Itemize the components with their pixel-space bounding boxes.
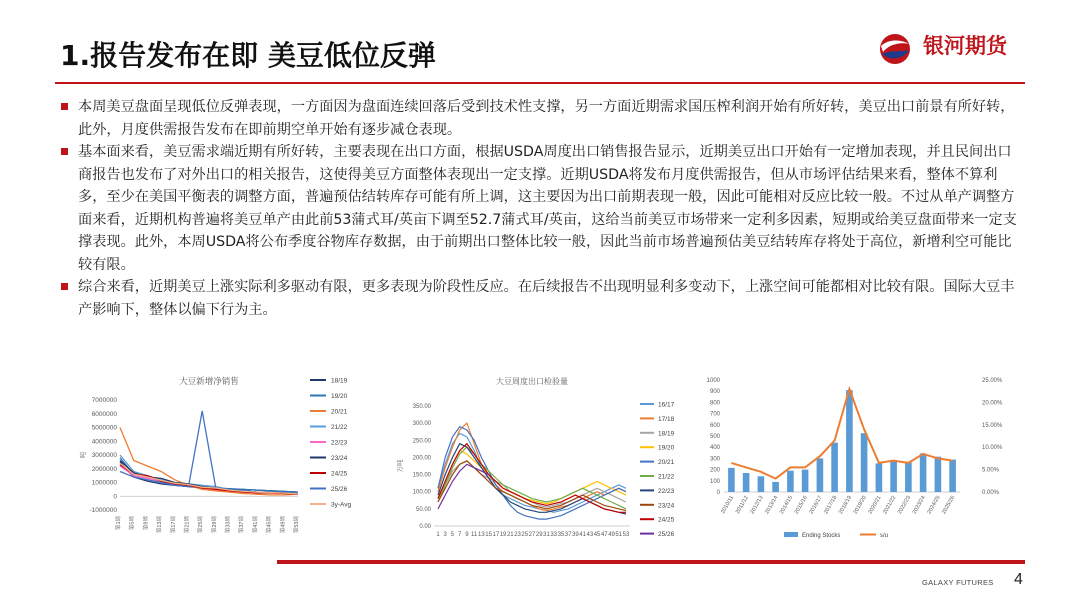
- x-tick-label: 第17周: [170, 516, 177, 534]
- chart-title: 大豆周度出口检验量: [496, 377, 568, 386]
- x-tick-label: 2014/15: [778, 495, 795, 516]
- legend-label: Ending Stocks: [802, 533, 841, 539]
- y2-tick-label: 25.00%: [982, 378, 1003, 384]
- legend-label: 3y-Avg: [331, 501, 352, 509]
- page-number: 4: [1014, 571, 1023, 588]
- x-tick-label: 33: [550, 532, 558, 538]
- x-tick-label: 2011/12: [734, 495, 750, 515]
- legend-label: 21/22: [331, 424, 348, 431]
- bar: [787, 471, 794, 492]
- x-tick-label: 45: [593, 532, 601, 538]
- bar: [949, 460, 956, 493]
- brand-name: 银河期货: [923, 34, 1007, 58]
- y-axis-label: 吨: [80, 451, 87, 459]
- x-tick-label: 23: [514, 532, 521, 538]
- bottom-divider: [277, 560, 1025, 564]
- y-tick-label: 300: [709, 456, 720, 463]
- x-tick-label: 第49周: [280, 516, 287, 534]
- y-tick-label: 500: [709, 434, 720, 440]
- x-tick-label: 第37周: [239, 516, 246, 534]
- x-tick-label: 15: [485, 532, 492, 538]
- y-tick-label: 3000000: [91, 452, 117, 459]
- x-tick-label: 第45周: [266, 516, 273, 534]
- export-inspection-chart: [390, 368, 680, 558]
- x-tick-label: 51: [615, 532, 623, 538]
- y-tick-label: 2000000: [91, 465, 117, 473]
- legend-label: 20/21: [331, 408, 348, 416]
- legend-label: 22/23: [658, 487, 675, 495]
- bullet-item: 综合来看，近期美豆上涨实际利多驱动有限，更多表现为阶段性反应。在后续报告不出现明显利多变动下，上涨空间可能都相对比较有限。国际大豆丰产影响下，整体以偏下行为主。: [60, 276, 1020, 321]
- series-line: [731, 389, 952, 479]
- x-tick-label: 2012/13: [749, 495, 765, 516]
- y2-tick-label: 10.00%: [982, 445, 1003, 452]
- x-tick-label: 2025/26: [941, 495, 957, 516]
- legend-label: 24/25: [331, 470, 348, 478]
- legend-label: s/u: [880, 533, 889, 539]
- x-tick-label: 2022/23: [896, 495, 913, 516]
- bar: [831, 443, 838, 492]
- y-tick-label: 1000: [706, 378, 720, 384]
- y-tick-label: 350.00: [412, 404, 431, 410]
- legend-label: 21/22: [658, 473, 675, 481]
- x-tick-label: 第33周: [225, 516, 232, 534]
- x-tick-label: 2018/19: [837, 495, 854, 516]
- x-tick-label: 第5周: [129, 516, 136, 531]
- y-tick-label: 0: [716, 490, 720, 496]
- y-tick-label: 200: [709, 467, 720, 474]
- bar: [728, 468, 735, 492]
- bullet-item: 本周美豆盘面呈现低位反弹表现，一方面因为盘面连续回落后受到技术性支撑，另一方面近期需求国压榨利润开始有所好转，美豆出口前景有所好转，此外，月度供需报告发布在即前期空单开始有逐步减仓表现。: [60, 96, 1020, 141]
- x-tick-label: 2021/22: [882, 495, 898, 516]
- bar: [802, 470, 809, 492]
- x-tick-label: 31: [543, 532, 550, 538]
- bar: [743, 473, 750, 492]
- x-tick-label: 17: [492, 532, 500, 538]
- x-tick-label: 2020/21: [867, 495, 883, 516]
- series-line: [438, 461, 626, 511]
- x-tick-label: 37: [564, 532, 572, 538]
- net-sales-chart: [78, 368, 368, 558]
- y2-tick-label: 15.00%: [982, 422, 1003, 429]
- x-tick-label: 第29周: [211, 516, 218, 534]
- y-tick-label: 700: [709, 411, 720, 418]
- legend-label: 24/25: [658, 516, 675, 524]
- y-tick-label: 250.00: [412, 438, 431, 445]
- charts-row: [60, 368, 1020, 558]
- y2-tick-label: 0.00%: [982, 490, 1000, 496]
- legend-label: 17/18: [658, 415, 675, 423]
- x-tick-label: 47: [600, 532, 608, 538]
- bullet-list: [60, 96, 1020, 321]
- x-tick-label: 2019/20: [852, 495, 868, 516]
- legend-label: 25/26: [331, 486, 348, 493]
- y-tick-label: 200.00: [412, 455, 431, 462]
- page-title: 1.报告发布在即 美豆低位反弹: [60, 39, 436, 72]
- y-tick-label: 0: [113, 493, 117, 501]
- x-tick-label: 3: [443, 532, 447, 538]
- bar: [817, 458, 824, 492]
- bar: [846, 390, 853, 492]
- series-line: [120, 428, 298, 495]
- logo-mark-icon: [880, 34, 910, 64]
- x-tick-label: 49: [608, 532, 615, 538]
- x-tick-label: 第21周: [184, 516, 191, 534]
- x-tick-label: 2010/11: [720, 495, 736, 515]
- x-tick-label: 第9周: [143, 516, 150, 531]
- bullet-item: 基本面来看，美豆需求端近期有所好转，主要表现在出口方面，根据USDA周度出口销售报告显示，近期美豆出口开始有一定增加表现，并且民间出口商报告也发布了对外出口的相关报告，这使得美豆方面整体表现出一定支撑。近期USDA将发布月度供需报告，但从市场评估结果来看，整体不算利多，至少在美国平衡表的调整方面，普遍预估结转库存可能有所上调，这主要因为出口前期表现一般，因此可能相对反应比较一般。不过从单产调整方面来看，近期机构普遍将美豆单产由此前53蒲式耳/英亩下调至52.7蒲式耳/英亩，这给当前美豆市场带来一定利多因素，短期或给美豆盘面带来一定支撑表现。此外，本周USDA将公布季度谷物库存数据，由于前期出口整体比较一般，因此当前市场普遍预估美豆结转库存将处于高位，新增利空可能比较有限。: [60, 141, 1020, 276]
- y-tick-label: 800: [709, 400, 720, 407]
- x-tick-label: 2017/18: [823, 495, 839, 516]
- bar: [772, 482, 779, 492]
- x-tick-label: 13: [478, 532, 485, 538]
- x-tick-label: 7: [458, 532, 462, 538]
- x-tick-label: 第41周: [252, 516, 259, 534]
- x-tick-label: 2013/14: [764, 495, 780, 516]
- x-tick-label: 2015/16: [793, 495, 809, 516]
- y-tick-label: -1000000: [89, 507, 117, 514]
- x-tick-label: 第13周: [157, 516, 164, 534]
- bar: [890, 461, 897, 492]
- legend-label: 23/24: [331, 455, 348, 462]
- legend-label: 16/17: [658, 401, 675, 409]
- legend-label: 19/20: [331, 393, 348, 400]
- y-tick-label: 400: [709, 445, 720, 452]
- bar: [935, 457, 942, 492]
- x-tick-label: 2023/24: [911, 495, 927, 516]
- y-tick-label: 4000000: [91, 438, 117, 446]
- legend-label: 18/19: [331, 377, 348, 385]
- series-line: [438, 447, 626, 509]
- x-tick-label: 第1周: [116, 516, 122, 531]
- x-tick-label: 29: [535, 532, 543, 538]
- x-tick-label: 5: [450, 532, 455, 538]
- y-tick-label: 1000000: [91, 479, 117, 487]
- x-tick-label: 39: [572, 532, 579, 538]
- x-tick-label: 2016/17: [808, 495, 824, 516]
- x-tick-label: 41: [579, 532, 586, 538]
- y-tick-label: 100.00: [412, 489, 431, 496]
- bar: [905, 462, 912, 492]
- x-tick-label: 1: [436, 532, 440, 538]
- legend-label: 25/26: [658, 531, 675, 539]
- y-tick-label: 50.00: [415, 506, 431, 513]
- bar: [861, 433, 868, 492]
- bar: [758, 476, 765, 492]
- x-tick-label: 9: [465, 532, 469, 538]
- x-tick-label: 11: [471, 532, 478, 538]
- x-tick-label: 21: [506, 532, 514, 538]
- legend-label: 22/23: [331, 439, 348, 447]
- x-tick-label: 35: [557, 532, 565, 538]
- x-tick-label: 53: [622, 532, 630, 538]
- ending-stocks-chart: [690, 368, 1010, 558]
- x-tick-label: 27: [528, 532, 536, 538]
- y-tick-label: 900: [709, 389, 720, 396]
- y-tick-label: 5000000: [91, 424, 117, 432]
- x-tick-label: 2024/25: [926, 495, 942, 516]
- legend-label: 19/20: [658, 444, 675, 452]
- y2-tick-label: 5.00%: [982, 467, 1000, 474]
- x-tick-label: 第25周: [198, 516, 205, 534]
- legend-swatch: [784, 532, 798, 537]
- y2-tick-label: 20.00%: [982, 400, 1003, 407]
- y-tick-label: 600: [709, 422, 720, 429]
- legend-label: 20/21: [658, 459, 675, 467]
- y-tick-label: 300.00: [412, 421, 431, 428]
- y-tick-label: 6000000: [91, 410, 117, 418]
- x-tick-label: 19: [499, 532, 507, 538]
- y-tick-label: 0.00: [419, 524, 431, 530]
- x-tick-label: 43: [586, 532, 594, 538]
- y-axis-label: 万吨: [397, 459, 404, 473]
- chart-title: 大豆新增净销售: [179, 376, 239, 386]
- y-tick-label: 7000000: [91, 397, 117, 404]
- x-tick-label: 第53周: [294, 516, 300, 534]
- y-tick-label: 100: [709, 478, 720, 485]
- bar: [920, 453, 927, 492]
- legend-label: 23/24: [658, 502, 675, 510]
- footer-brand: GALAXY FUTURES: [922, 578, 994, 587]
- title-divider: [55, 82, 1025, 84]
- y-tick-label: 150.00: [412, 472, 431, 479]
- bar: [876, 463, 883, 492]
- legend-label: 18/19: [658, 430, 675, 438]
- x-tick-label: 25: [521, 532, 529, 538]
